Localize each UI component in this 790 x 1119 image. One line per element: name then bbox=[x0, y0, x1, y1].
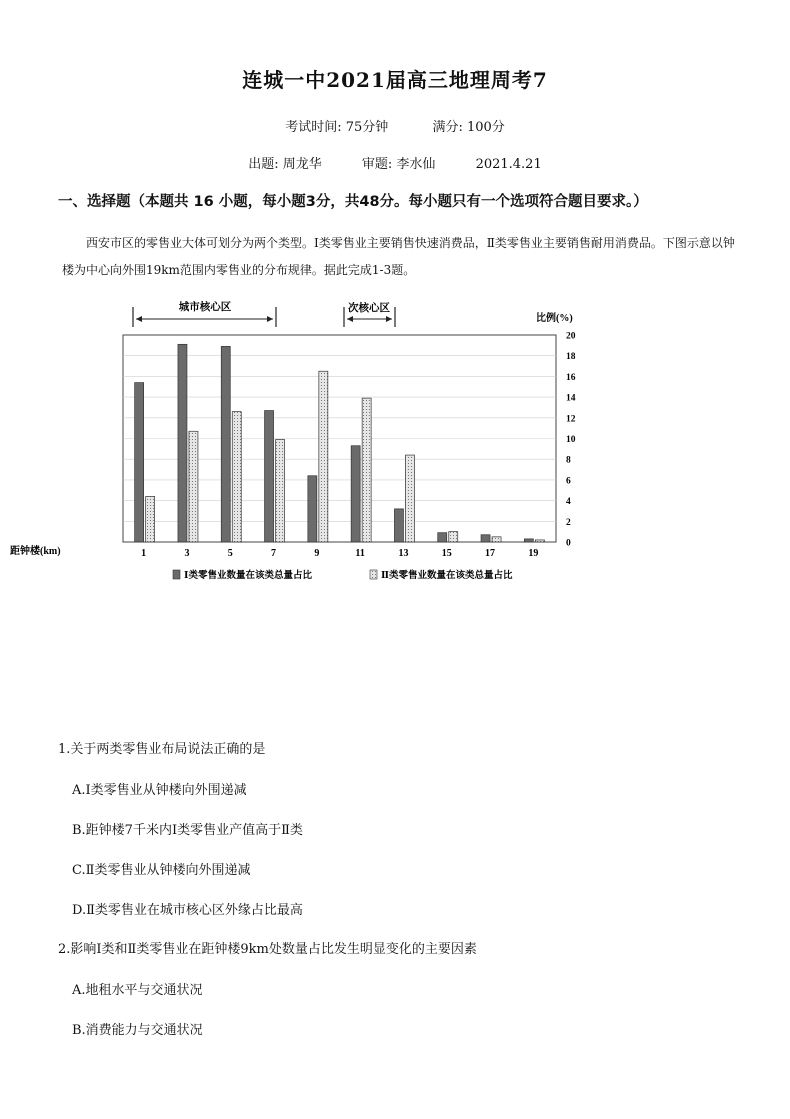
bar-series-2 bbox=[276, 440, 285, 542]
bar-series-1 bbox=[394, 509, 403, 542]
bar-series-2 bbox=[449, 532, 458, 542]
x-tick-label: 1 bbox=[141, 548, 147, 559]
y-tick-label: 14 bbox=[566, 393, 576, 404]
y-tick-labels bbox=[566, 332, 576, 549]
y-tick-label: 0 bbox=[566, 538, 571, 549]
x-tick-label: 11 bbox=[355, 548, 365, 559]
core-zone-annotation bbox=[133, 300, 276, 327]
legend-label-series-1: Ⅰ类零售业数量在该类总量占比 bbox=[184, 571, 312, 581]
y-tick-label: 18 bbox=[566, 352, 576, 363]
page-title: 连城一中2021届高三地理周考7 bbox=[242, 68, 548, 92]
bar-series-1 bbox=[135, 383, 144, 542]
bar-series-1 bbox=[265, 411, 274, 542]
x-tick-label: 7 bbox=[271, 548, 277, 559]
question-1-stem: 1.关于两类零售业布局说法正确的是 bbox=[58, 742, 266, 757]
x-tick-label: 13 bbox=[398, 548, 409, 559]
x-tick-label: 3 bbox=[184, 548, 190, 559]
author: 出题: 周龙华 bbox=[248, 157, 322, 172]
author-info bbox=[0, 153, 790, 172]
y-tick-label: 4 bbox=[566, 497, 571, 508]
reviewer: 审题: 李水仙 bbox=[361, 157, 436, 172]
bar-series-1 bbox=[221, 346, 230, 542]
bar-series-1 bbox=[438, 533, 447, 542]
x-tick-label: 5 bbox=[227, 548, 233, 559]
core-zone-label: 城市核心区 bbox=[178, 302, 232, 313]
bar-series-1 bbox=[524, 539, 533, 542]
x-tick-label: 19 bbox=[528, 548, 539, 559]
y-tick-label: 8 bbox=[566, 455, 571, 466]
y-tick-label: 12 bbox=[566, 414, 576, 425]
y-tick-label: 10 bbox=[566, 435, 576, 445]
section-heading: 一、选择题（本题共 16 小题，每小题3分，共48分。每小题只有一个选项符合题目要求。） bbox=[58, 194, 648, 210]
x-axis-label: 距钟楼(km) bbox=[10, 546, 61, 557]
question-1-option-a: A.Ⅰ类零售业从钟楼向外围递减 bbox=[72, 783, 247, 798]
sub-core-zone-annotation bbox=[344, 301, 395, 327]
full-score: 满分: 100分 bbox=[432, 120, 505, 135]
bar-series-2 bbox=[146, 496, 155, 542]
y-axis-label: 比例(%) bbox=[536, 313, 573, 324]
legend-label-series-2: Ⅱ类零售业数量在该类总量占比 bbox=[381, 571, 513, 581]
exam-time: 考试时间: 75分钟 bbox=[285, 120, 389, 135]
question-2-stem: 2.影响Ⅰ类和Ⅱ类零售业在距钟楼9km处数量占比发生明显变化的主要因素 bbox=[58, 942, 477, 957]
bar-series-1 bbox=[308, 476, 317, 542]
y-tick-label: 16 bbox=[566, 372, 576, 383]
x-tick-label: 9 bbox=[314, 548, 320, 559]
grid-lines bbox=[123, 356, 556, 522]
bar-series-1 bbox=[178, 344, 187, 542]
x-tick-label: 17 bbox=[485, 548, 496, 559]
x-tick-labels bbox=[141, 548, 538, 559]
bar-series-2 bbox=[319, 371, 328, 542]
retail-distribution-chart bbox=[10, 292, 586, 592]
x-tick-label: 15 bbox=[441, 548, 452, 559]
bar-series-2 bbox=[189, 431, 198, 542]
y-tick-label: 6 bbox=[566, 476, 571, 487]
legend-swatch-series-2 bbox=[370, 570, 377, 579]
bar-series-2 bbox=[362, 398, 371, 542]
question-2-option-a: A.地租水平与交通状况 bbox=[72, 983, 203, 998]
bar-series-2 bbox=[405, 455, 414, 542]
legend-swatch-series-1 bbox=[173, 570, 180, 579]
y-tick-label: 2 bbox=[566, 517, 571, 528]
bar-series-2 bbox=[232, 412, 241, 542]
question-2-option-b: B.消费能力与交通状况 bbox=[72, 1023, 203, 1038]
intro-paragraph: 西安市区的零售业大体可划分为两个类型。Ⅰ类零售业主要销售快速消费品，Ⅱ类零售业主要销售耐用消费品。下图示意以钟楼为中心向外围19km范围内零售业的分布规律。据此完成1-3题。 bbox=[62, 236, 735, 277]
bar-series-1 bbox=[481, 535, 490, 542]
question-1-option-c: C.Ⅱ类零售业从钟楼向外围递减 bbox=[72, 863, 251, 878]
bars bbox=[135, 344, 545, 542]
exam-date: 2021.4.21 bbox=[475, 157, 542, 172]
question-1-option-b: B.距钟楼7千米内Ⅰ类零售业产值高于Ⅱ类 bbox=[72, 823, 303, 838]
y-tick-label: 20 bbox=[566, 331, 576, 342]
legend bbox=[173, 569, 513, 581]
bar-series-1 bbox=[351, 446, 360, 542]
bar-series-2 bbox=[535, 540, 544, 542]
bar-series-2 bbox=[492, 537, 501, 542]
exam-info bbox=[0, 116, 790, 135]
sub-core-zone-label: 次核心区 bbox=[348, 303, 390, 314]
question-1-option-d: D.Ⅱ类零售业在城市核心区外缘占比最高 bbox=[72, 903, 303, 918]
